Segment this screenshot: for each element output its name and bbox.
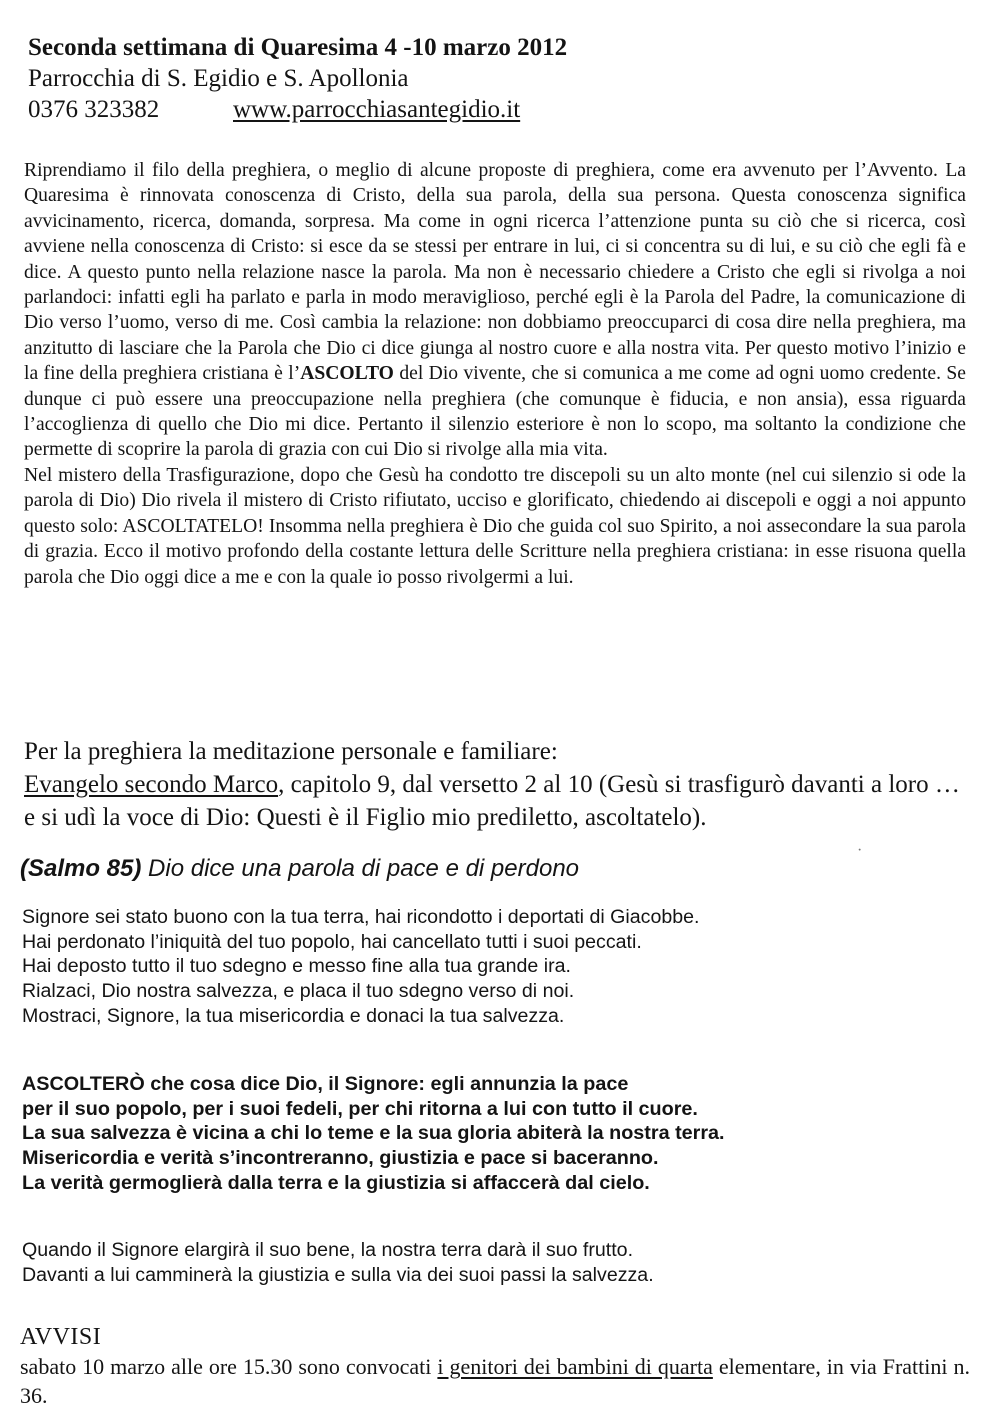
header bbox=[28, 32, 968, 125]
psalm-title bbox=[20, 853, 920, 885]
notices-section bbox=[20, 1322, 970, 1410]
intro-paragraph-1 bbox=[24, 158, 966, 463]
psalm-line: La sua salvezza è vicina a chi lo teme e la sua gloria abiterà la nostra terra. bbox=[22, 1122, 725, 1145]
intro-text bbox=[24, 158, 966, 590]
psalm-line: Signore sei stato buono con la tua terra, hai ricondotto i deportati di Giacobbe. bbox=[22, 906, 700, 928]
page-title: Seconda settimana di Quaresima 4 -10 marzo 2012 bbox=[28, 34, 568, 61]
prayer-section bbox=[24, 735, 974, 834]
psalm-line: Mostraci, Signore, la tua misericordia e donaci la tua salvezza. bbox=[22, 1004, 565, 1027]
psalm-line: Misericordia e verità s’incontreranno, giustizia e pace si baceranno. bbox=[22, 1147, 659, 1170]
intro-p1-bold: ASCOLTO bbox=[300, 363, 394, 385]
psalm-stanza-2 bbox=[22, 1072, 962, 1196]
prayer-reference bbox=[24, 768, 974, 834]
website-link[interactable]: www.parrocchiasantegidio.it bbox=[233, 96, 521, 123]
intro-paragraph-2: Nel mistero della Trasfigurazione, dopo che Gesù ha condotto tre discepoli su un alto monte (nel cui silenzio si ode la parola di Dio) Dio rivela il mistero di Cristo rifiutato, ucciso e glorificato, chiedendo ai discepoli e oggi a noi appunto questo solo: ASCOLTATELO! Insomma nella preghiera è Dio che guida col suo Spirito, a noi assecondare la sua parola di grazia. Ecco il motivo profondo della costante lettura delle Scritture nella preghiera cristiana: in esse risuona quella parola che Dio oggi dice a me e con la quale io posso rivolgermi a lui. bbox=[24, 464, 966, 588]
psalm-stanza-3 bbox=[22, 1238, 962, 1287]
intro-p1-before: Riprendiamo il filo della preghiera, o meglio di alcune proposte di preghiera, come era avvenuto per l’Avvento. La Quaresima è rinnovata conoscenza di Cristo, della sua parola, della sua persona. Questa conoscenza significa avvicinamento, ricerca, domanda, sorpresa. Ma come in ogni ricerca l’attenzione punta su ciò che si ricerca, così avviene nella conoscenza di Cristo: si esce da se stessi per entrare in lui, ci si concentra su di lui, e su ciò che egli fà e dice. A questo punto nella relazione nasce la parola. Ma non è necessario chiedere a Cristo che egli si rivolga a noi parlandoci: infatti egli ha parlato e parla in modo meraviglioso, perché egli è la Parola del Padre, la comunicazione di Dio verso l’uomo, verso di me. Così cambia la relazione: non dobbiamo preoccuparci di cosa dire nella preghiera, ma anzitutto di lasciare che la Parola che Dio ci dice giunga al nostro cuore e alla nostra vita. Per questo motivo l’inizio e la fine della preghiera cristiana è l’ bbox=[24, 160, 966, 385]
psalm-subtitle: Dio dice una parola di pace e di perdono bbox=[141, 855, 580, 882]
psalm-stanza-1 bbox=[22, 905, 962, 1029]
psalm-line: per il suo popolo, per i suoi fedeli, per chi ritorna a lui con tutto il cuore. bbox=[22, 1097, 698, 1120]
psalm-line: Quando il Signore elargirà il suo bene, la nostra terra darà il suo frutto. bbox=[22, 1239, 634, 1261]
phone-number: 0376 323382 bbox=[28, 96, 160, 123]
notice-text-after: elementare, in via Frattini n. 36. bbox=[20, 1354, 970, 1408]
psalm-line: Hai perdonato l’iniquità del tuo popolo, hai cancellato tutti i suoi peccati. bbox=[22, 930, 642, 953]
psalm-line: La verità germoglierà dalla terra e la giustizia si affaccerà dal cielo. bbox=[22, 1171, 650, 1194]
psalm-line: ASCOLTERÒ che cosa dice Dio, il Signore: egli annunzia la pace bbox=[22, 1073, 629, 1095]
psalm-number: (Salmo 85) bbox=[20, 855, 142, 882]
gospel-reference-text: , capitolo 9, dal versetto 2 al 10 (Gesù si trasfigurò davanti a loro … e si udì la voce di Dio: Questi è il Figlio mio prediletto, ascoltatelo). bbox=[24, 771, 960, 831]
contact-line bbox=[28, 94, 968, 125]
psalm-line: Rialzaci, Dio nostra salvezza, e placa il tuo sdegno verso di noi. bbox=[22, 980, 575, 1003]
scan-speck: · bbox=[857, 842, 863, 859]
notice-text bbox=[20, 1352, 970, 1410]
psalm-line: Hai deposto tutto il tuo sdegno e messo fine alla tua grande ira. bbox=[22, 955, 571, 978]
psalm-line: Davanti a lui camminerà la giustizia e sulla via dei suoi passi la salvezza. bbox=[22, 1263, 654, 1286]
gospel-link[interactable]: Evangelo secondo Marco bbox=[24, 771, 279, 798]
prayer-heading: Per la preghiera la meditazione personale e familiare: bbox=[24, 738, 558, 765]
notice-parents-link[interactable]: i genitori dei bambini di quarta bbox=[437, 1354, 713, 1379]
parish-name: Parrocchia di S. Egidio e S. Apollonia bbox=[28, 65, 409, 92]
notices-heading: AVVISI bbox=[20, 1324, 102, 1350]
notice-text-before: sabato 10 marzo alle ore 15.30 sono convocati bbox=[20, 1354, 438, 1379]
intro-p1-after: del Dio vivente, che si comunica a me come ad ogni uomo credente. Se dunque ci può essere una preoccupazione nella preghiera (che comunque è fiducia, e non ansia), essa riguarda l’accoglienza di quello che Dio mi dice. Pertanto il silenzio esteriore è non lo scopo, ma soltanto la condizione che permette di scoprire la parola di grazia con cui Dio si rivolge alla mia vita. bbox=[24, 363, 966, 461]
